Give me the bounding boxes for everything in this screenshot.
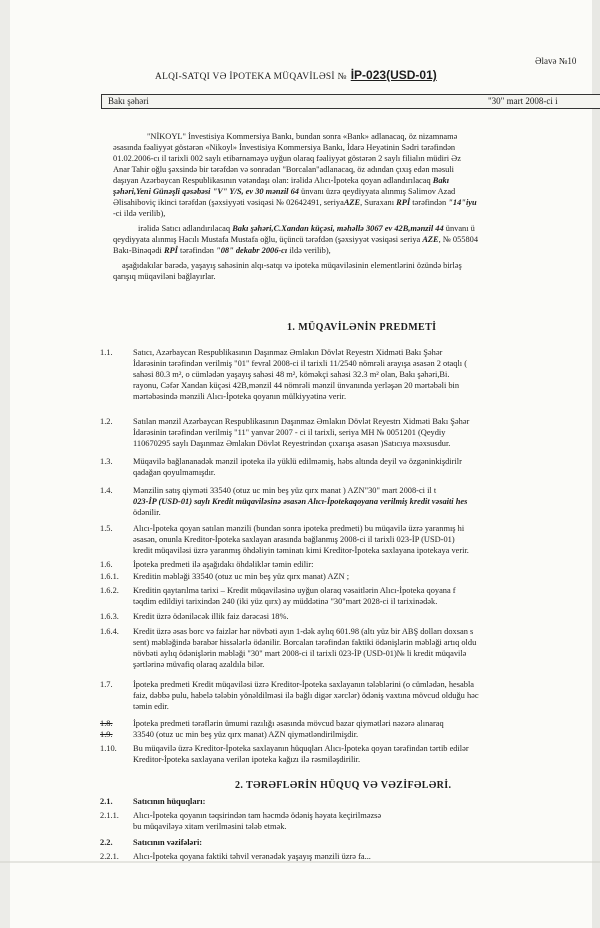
city: Bakı şəhəri — [108, 96, 149, 106]
clause-line: növbəti aylıq ödənişlərin məbləği "30" mart 2008-ci il tarixli 023-İP (USD-01)№ li kredit müqavilə — [133, 649, 467, 658]
section-1-heading: 1. MÜQAVİLƏNİN PREDMETİ — [287, 322, 437, 333]
clause-number: 1.5. — [100, 524, 113, 533]
header-row — [101, 94, 600, 109]
clause-number: 1.7. — [100, 680, 113, 689]
clause-line: Kreditor-İpoteka saxlayana verilən ipoteka kağızı ilə rəsmiləşdirilir. — [133, 755, 361, 764]
clause-line: 023-İP (USD-01) saylı Kredit müqaviləsinə əsasən Alıcı-İpotekaqoyana verilmiş kredit vəsaiti hes — [133, 497, 468, 506]
intro-line: "NİKOYL" İnvestisiya Kommersiya Bankı, bundan sonra «Bank» adlanacaq, öz nizamnamə — [147, 132, 458, 141]
document-title — [155, 66, 437, 84]
clause-line: İpoteka predmeti tərəflərin ümumi razılığı əsasında mövcud bazar qiymətləri nəzərə alınaraq — [133, 719, 444, 728]
clause-number: 1.3. — [100, 457, 113, 466]
clause-line: mərtəbəsində mənzili Alıcı-İpoteka qoyanın mülkiyyətinə verir. — [133, 392, 347, 401]
clause-number: 2.1.1. — [100, 811, 119, 820]
intro-line: daşıyan Azərbaycan Respublikasının vətəndaşı olan: irəlidə Alıcı-İpoteka qoyan adlandırılacaq Bakı — [113, 176, 450, 185]
contract-date: "30" mart 2008-ci i — [488, 96, 558, 106]
clause-line: Müqavilə bağlananadək mənzil ipoteka ilə yüklü edilməmiş, həbs altında deyil və özgəninkişdirilr — [133, 457, 462, 466]
clause-line: Kreditin qaytarılma tarixi – Kredit müqaviləsinə uyğun olaraq vəsaitlərin Alıcı-İpoteka qoyana f — [133, 586, 456, 595]
clause-line: Satıcının hüquqları: — [133, 797, 206, 806]
intro-line: -ci ildə verilib), — [113, 209, 166, 218]
clause-number: 1.10. — [100, 744, 117, 753]
clause-line: Kreditin məbləği 33540 (otuz uc min beş yüz qırx manat) AZN ; — [133, 572, 350, 581]
intro-line: 01.02.2006-cı il tarixli 002 saylı etibarnaməyə uyğun olaraq fəaliyyət göstərən 2 saylı filialın müdiri Əz — [113, 154, 461, 163]
clause-line: Satıcının vəzifələri: — [133, 838, 203, 847]
intro-line: Əlisahiboviç ikinci tərəfdən (şəxsiyyəti vəsiqəsi № 02642491, seriyaAZE, Suraxanı RPİ tərəfindən "14"iyu — [113, 198, 477, 207]
intro-line: Anar Tahir oğlu şəxsində bir tərəfdən və sonradan "Borcalan"adlanacaq, öz adından çıxış edən məsuli — [113, 165, 454, 174]
intro-line: irəlidə Satıcı adlandırılacaq Bakı şəhəri,C.Xandan küçəsi, məhəllə 3067 ev 42B,mənzil 44 ünvanı ü — [138, 224, 475, 233]
clause-number: 2.2. — [100, 838, 113, 847]
intro-line: qeydiyyata alınmış Hacılı Mustafa Mustafa oğlu, üçüncü tərəfdən (şəxsiyyət vəsiqəsi seriya AZE, № 055804 — [113, 235, 479, 244]
title-prefix: ALQI-SATQI VƏ İPOTEKA MÜQAVİLƏSİ № — [155, 72, 347, 82]
section-2-heading: 2. TƏRƏFLƏRİN HÜQUQ VƏ VƏZİFƏLƏRİ. — [235, 780, 452, 791]
clause-line: İpoteka predmeti ilə aşağıdakı öhdəliklər təmin edilir: — [133, 560, 314, 569]
clause-line: qadağan qoyulmamışdır. — [133, 468, 216, 477]
clause-line: Satılan mənzil Azərbaycan Respublikasının Daşınmaz Əmlakın Dövlət Reyestrı Xidməti Bakı Şəhər — [133, 417, 470, 426]
clause-number: 1.4. — [100, 486, 113, 495]
clause-number: 1.2. — [100, 417, 113, 426]
clause-number: 1.6. — [100, 560, 113, 569]
clause-line: Kredit üzrə əsas borc və faizlər hər növbəti ayın 1-dək aylıq 601.98 (altı yüz bir ABŞ dolları doxsan s — [133, 627, 474, 636]
clause-line: Bu müqavilə üzrə Kreditor-İpoteka saxlayanın hüquqları Alıcı-İpoteka qoyan tərəfindən tərtib edilər — [133, 744, 469, 753]
clause-number: 2.2.1. — [100, 852, 119, 861]
clause-line: Alıcı-İpoteka qoyanın təqsirindən tam həcmdə ödəniş həyata keçirilməzsə — [133, 811, 382, 820]
clause-line: əsasən, onunla Kreditor-İpoteka saxlayan arasında bağlanmış 2008-ci il tarixli 023-İP (USD-01) — [133, 535, 455, 544]
clause-line: İdarəsinin tərəfindən verilmiş "01" fevral 2008-ci il tarixli 11/2540 nömrəli arayışa əsasən 2 otaqlı ( — [133, 359, 467, 368]
clause-number: 1.1. — [100, 348, 113, 357]
intro-line: Bakı-Binəqədi RPİ tərəfindən "08" dekabr 2006-cı ildə verilib), — [113, 246, 331, 255]
clause-line: 33540 (otuz uc min beş yüz qırx manat) AZN qiymətləndirilmişdir. — [133, 730, 359, 739]
appendix-label: Əlavə №10 — [535, 56, 577, 66]
clause-line: Satıcı, Azərbaycan Respublikasının Daşınmaz Əmlakın Dövlət Reyestrı Xidməti Bakı Şəhər — [133, 348, 443, 357]
contract-number: İP-023(USD-01) — [350, 68, 437, 82]
clause-line: Alıcı-İpoteka qoyana faktiki təhvil verənədək yaşayış mənzili üzrə fa... — [133, 852, 371, 861]
clause-line: faiz, dəbbə pulu, habelə tələbin yönəldilməsi ilə bağlı digər xərclər) ödəniş vaxtına mövcud olduğu həc — [133, 691, 479, 700]
clause-number: 2.1. — [100, 797, 113, 806]
clause-number: 1.6.4. — [100, 627, 119, 636]
clause-line: sent) məbləğində bərabər hissələrlə ödənilir. Borcalan tərəfindən faktiki ödənişlərin məbləği artıq oldu — [133, 638, 477, 647]
clause-line: İpoteka predmeti Kredit müqaviləsi üzrə Kreditor-İpoteka saxlayanın tələblərini (o cümlədən, hesabla — [133, 680, 474, 689]
clause-line: İdarəsinin tərəfindən verilmiş "11" yanvar 2007 - ci il tarixli, seriya MH № 0051201 (Qeydiy — [133, 428, 446, 437]
intro-line: aşağıdakılar barədə, yaşayış sahəsinin alqı-satqı və ipoteka müqaviləsinin elementlərini özündə birləş — [122, 261, 462, 270]
clause-number: 1.6.1. — [100, 572, 119, 581]
clause-number: 1.6.2. — [100, 586, 119, 595]
intro-line: qarışıq müqaviləni bağlayırlar. — [113, 272, 216, 281]
clause-line: təqdim edildiyi tarixindən 240 (iki yüz qırx) ay müddətinə "30"mart 2028-ci il tarixinədək. — [133, 597, 438, 606]
clause-line: bu müqaviləyə xitam verilməsini tələb etmək. — [133, 822, 287, 831]
intro-line: şəhəri,Yeni Günəşli qəsəbəsi "V" Y/S, ev 30 mənzil 64 ünvanı üzrə qeydiyyata alınmış Səlimov Azad — [113, 187, 456, 196]
clause-line: sahəsi 80.3 m², o cümlədən yaşayış sahəsi 48 m², köməkçi sahəsi 32.3 m² olan, Bakı şəhəri,Bi. — [133, 370, 450, 379]
clause-line: Alıcı-İpoteka qoyan satılan mənzili (bundan sonra ipoteka predmeti) bu müqavilə üzrə yaranmış hi — [133, 524, 465, 533]
clause-number: 1.9. — [100, 730, 113, 739]
clause-line: Mənzilin satış qiyməti 33540 (otuz uc min beş yüz qırx manat ) AZN"30" mart 2008-ci il t — [133, 486, 437, 495]
clause-line: təmin edir. — [133, 702, 169, 711]
clause-line: Kredit üzrə ödəniləcək illik faiz dərəcəsi 18%. — [133, 612, 289, 621]
clause-line: 110670295 saylı Daşınmaz Əmlakın Dövlət Reyestrindən çıxarışa əsasən )Satıcıya məxsusdur. — [133, 439, 451, 448]
clause-line: kredit müqaviləsi üzrə yaranmış öhdəliyin təminatı kimi Kreditor-İpoteka saxlayana ipotekaya verir. — [133, 546, 469, 555]
clause-number: 1.8. — [100, 719, 113, 728]
clause-number: 1.6.3. — [100, 612, 119, 621]
clause-line: şərtlərinə müvafiq olaraq azaldıla bilər. — [133, 660, 265, 669]
clause-line: rayonu, Cəfər Xandan küçəsi 42B,mənzil 44 nömrəli mənzil ünvanında yerləşən 20 mərtəbəli bin — [133, 381, 460, 390]
clause-line: ödənilir. — [133, 508, 161, 517]
intro-line: əsasında fəaliyyət göstərən «Nikoyl» İnvestisiya Kommersiya Bankı, İdarə Heyətinin Sədri tərəfindən — [113, 143, 456, 152]
